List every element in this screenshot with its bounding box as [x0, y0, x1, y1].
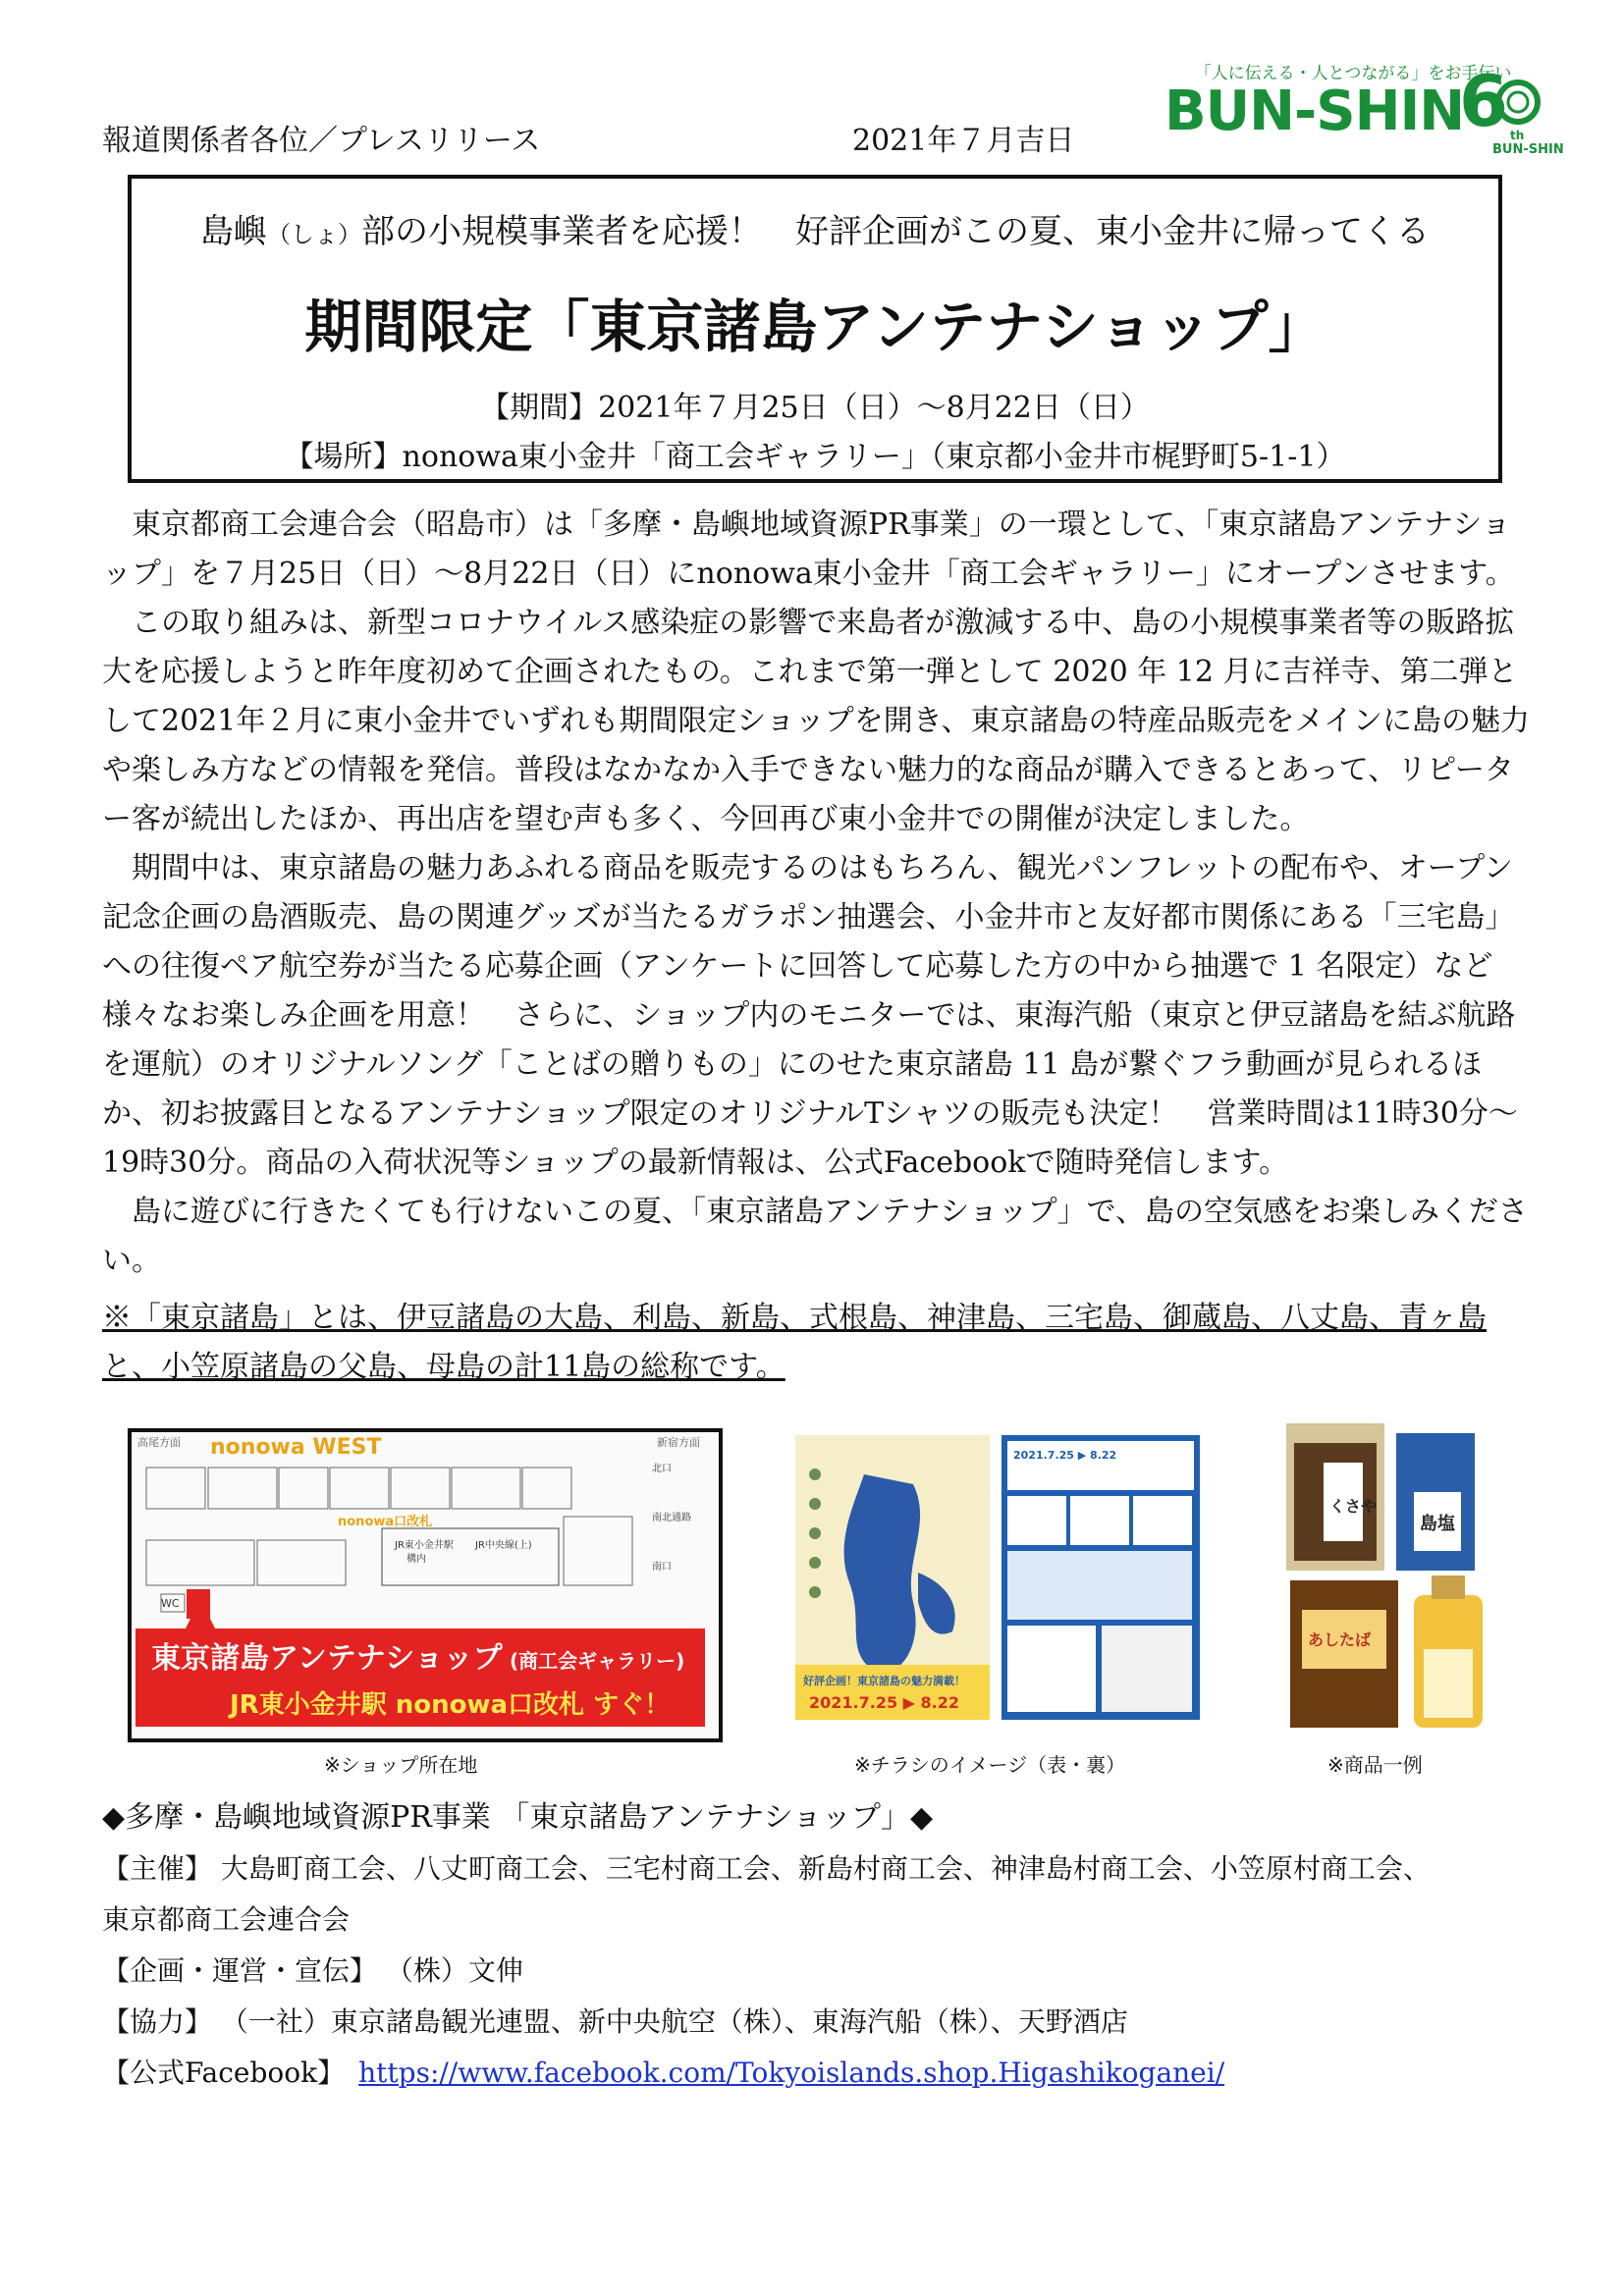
- svg-text:nonowa WEST: nonowa WEST: [210, 1435, 382, 1460]
- map-drawing: [132, 1432, 719, 1738]
- footer-heading: ◆多摩・島嶼地域資源PR事業 「東京諸島アンテナショップ」◆: [102, 1800, 934, 1835]
- subtitle: 島嶼（しょ）部の小規模事業者を応援！ 好評企画がこの夏、東小金井に帰ってくる: [200, 212, 1430, 251]
- event-period: 【期間】2021年７月25日（日）～8月22日（日）: [480, 391, 1150, 425]
- flyer-drawing: [795, 1435, 1200, 1720]
- logo-badge-number: 6: [1459, 60, 1509, 142]
- svg-text:(商工会ギャラリー): (商工会ギャラリー): [510, 1649, 685, 1673]
- svg-text:東京諸島アンテナショップ: 東京諸島アンテナショップ: [151, 1641, 503, 1676]
- title-box: [128, 175, 1502, 483]
- logo-name: BUN-SHIN: [1164, 80, 1465, 143]
- svg-text:構内: 構内: [406, 1554, 426, 1565]
- svg-text:あしたば: あしたば: [1308, 1630, 1372, 1649]
- host-line: 【主催】 大島町商工会、八丈町商工会、三宅村商工会、新島村商工会、神津島村商工会、小笠原村商工会、: [102, 1852, 1431, 1885]
- host-line-2: 東京都商工会連合会: [102, 1903, 351, 1936]
- bunshin-logo: [1157, 59, 1564, 157]
- event-place: 【場所】nonowa東小金井「商工会ギャラリー」（東京都小金井市梶野町5-1-1）: [284, 440, 1346, 474]
- svg-text:島塩: 島塩: [1420, 1514, 1455, 1534]
- svg-text:好評企画！東京諸島の魅力満載！: 好評企画！東京諸島の魅力満載！: [803, 1675, 965, 1687]
- logo-badge-suffix: th: [1510, 129, 1525, 142]
- logo-badge-sub: BUN-SHIN: [1492, 142, 1564, 157]
- paragraph: この取り組みは、新型コロナウイルス感染症の影響で来島者が激減する中、島の小規模事業者等の販路拡大を応援しようと昨年度初めて企画されたもの。これまで第一弾として 2020 年 12 月に吉祥寺、第二弾として2021年２月に東小金井でいずれも期間限定ショップを開き、東京諸島の特産品販売をメインに島の魅力や楽しみ方などの情報を発信。普段はなかなか入手できない魅力的な商品が購入できるとあって、リピーター客が続出したほか、再出店を望む声も多く、今回再び東小金井での開催が決定しました。: [102, 606, 1530, 836]
- svg-text:2021.7.25 ▶ 8.22: 2021.7.25 ▶ 8.22: [809, 1693, 960, 1712]
- anniversary-60-icon: [1451, 60, 1564, 157]
- products-caption: ※商品一例: [1327, 1753, 1423, 1777]
- paragraph: 期間中は、東京諸島の魅力あふれる商品を販売するのはもちろん、観光パンフレットの配布や、オープン記念企画の島酒販売、島の関連グッズが当たるガラポン抽選会、小金井市と友好都市関係にある「三宅島」への往復ペア航空券が当たる応募企画（アンケートに回答して応募した方の中から抽選で 1 名限定）など様々なお楽しみ企画を用意！ さらに、ショップ内のモニターでは、東海汽船（東京と伊豆諸島を結ぶ航路を運航）のオリジナルソング「ことばの贈りもの」にのせた東京諸島 11 島が繋ぐフラ動画が見られるほか、初お披露目となるアンテナショップ限定のオリジナルTシャツの販売も決定！ 営業時間は11時30分～19時30分。商品の入荷状況等ショップの最新情報は、公式Facebookで随時発信します。: [102, 851, 1518, 1180]
- islands-note: ※「東京諸島」とは、伊豆諸島の大島、利島、新島、式根島、神津島、三宅島、御蔵島、八丈島、青ヶ島と、小笠原諸島の父島、母島の計11島の総称です。: [102, 1301, 1487, 1384]
- planning-line: 【企画・運営・宣伝】 （株）文伸: [102, 1954, 523, 1987]
- body-text: [102, 501, 1536, 1286]
- svg-text:nonowa口改札: nonowa口改札: [338, 1515, 433, 1529]
- facebook-link[interactable]: https://www.facebook.com/Tokyoislands.shop.Higashikoganei/: [358, 2056, 1225, 2089]
- press-release-label: 報道関係者各位／プレスリリース: [102, 124, 541, 158]
- svg-text:JR東小金井駅 nonowa口改札 すぐ！: JR東小金井駅 nonowa口改札 すぐ！: [230, 1690, 671, 1720]
- svg-text:南北通路: 南北通路: [652, 1513, 691, 1523]
- shop-location-map: [128, 1428, 723, 1742]
- svg-text:高尾方面: 高尾方面: [137, 1436, 181, 1449]
- flyer-caption: ※チラシのイメージ（表・裏）: [854, 1753, 1126, 1777]
- svg-text:JR中央線(上): JR中央線(上): [475, 1540, 532, 1551]
- svg-text:2021.7.25 ▶ 8.22: 2021.7.25 ▶ 8.22: [1013, 1449, 1117, 1462]
- paragraph: 東京都商工会連合会（昭島市）は「多摩・島嶼地域資源PR事業」の一環として、「東京諸島アンテナショップ」を７月25日（日）～8月22日（日）にnonowa東小金井「商工会ギャラリー」にオープンさせます。: [102, 507, 1515, 591]
- products-image: [1286, 1423, 1522, 1737]
- svg-text:JR東小金井駅: JR東小金井駅: [395, 1540, 454, 1551]
- svg-text:南口: 南口: [652, 1562, 672, 1573]
- release-date: 2021年７月吉日: [852, 124, 1075, 158]
- cooperation-line: 【協力】 （一社）東京諸島観光連盟、新中央航空（株）、東海汽船（株）、天野酒店: [102, 2005, 1128, 2038]
- svg-text:WC: WC: [161, 1597, 180, 1610]
- logo-tagline: 「人に伝える・人とつながる」をお手伝い: [1194, 64, 1512, 83]
- facebook-line: 【公式Facebook】 https://www.facebook.com/Tokyoislands.shop.Higashikoganei/: [102, 2056, 1225, 2089]
- svg-text:北口: 北口: [652, 1464, 672, 1474]
- svg-text:くさや: くさや: [1329, 1497, 1378, 1516]
- svg-text:新宿方面: 新宿方面: [657, 1436, 700, 1449]
- footer-info: [102, 1792, 1536, 2099]
- paragraph: 島に遊びに行きたくても行けないこの夏、「東京諸島アンテナショップ」で、島の空気感をお楽しみください。: [102, 1195, 1528, 1278]
- flyer-image: [795, 1435, 1200, 1720]
- page-title: 期間限定「東京諸島アンテナショップ」: [304, 294, 1326, 360]
- products-drawing: [1286, 1423, 1522, 1737]
- map-caption: ※ショップ所在地: [324, 1753, 478, 1777]
